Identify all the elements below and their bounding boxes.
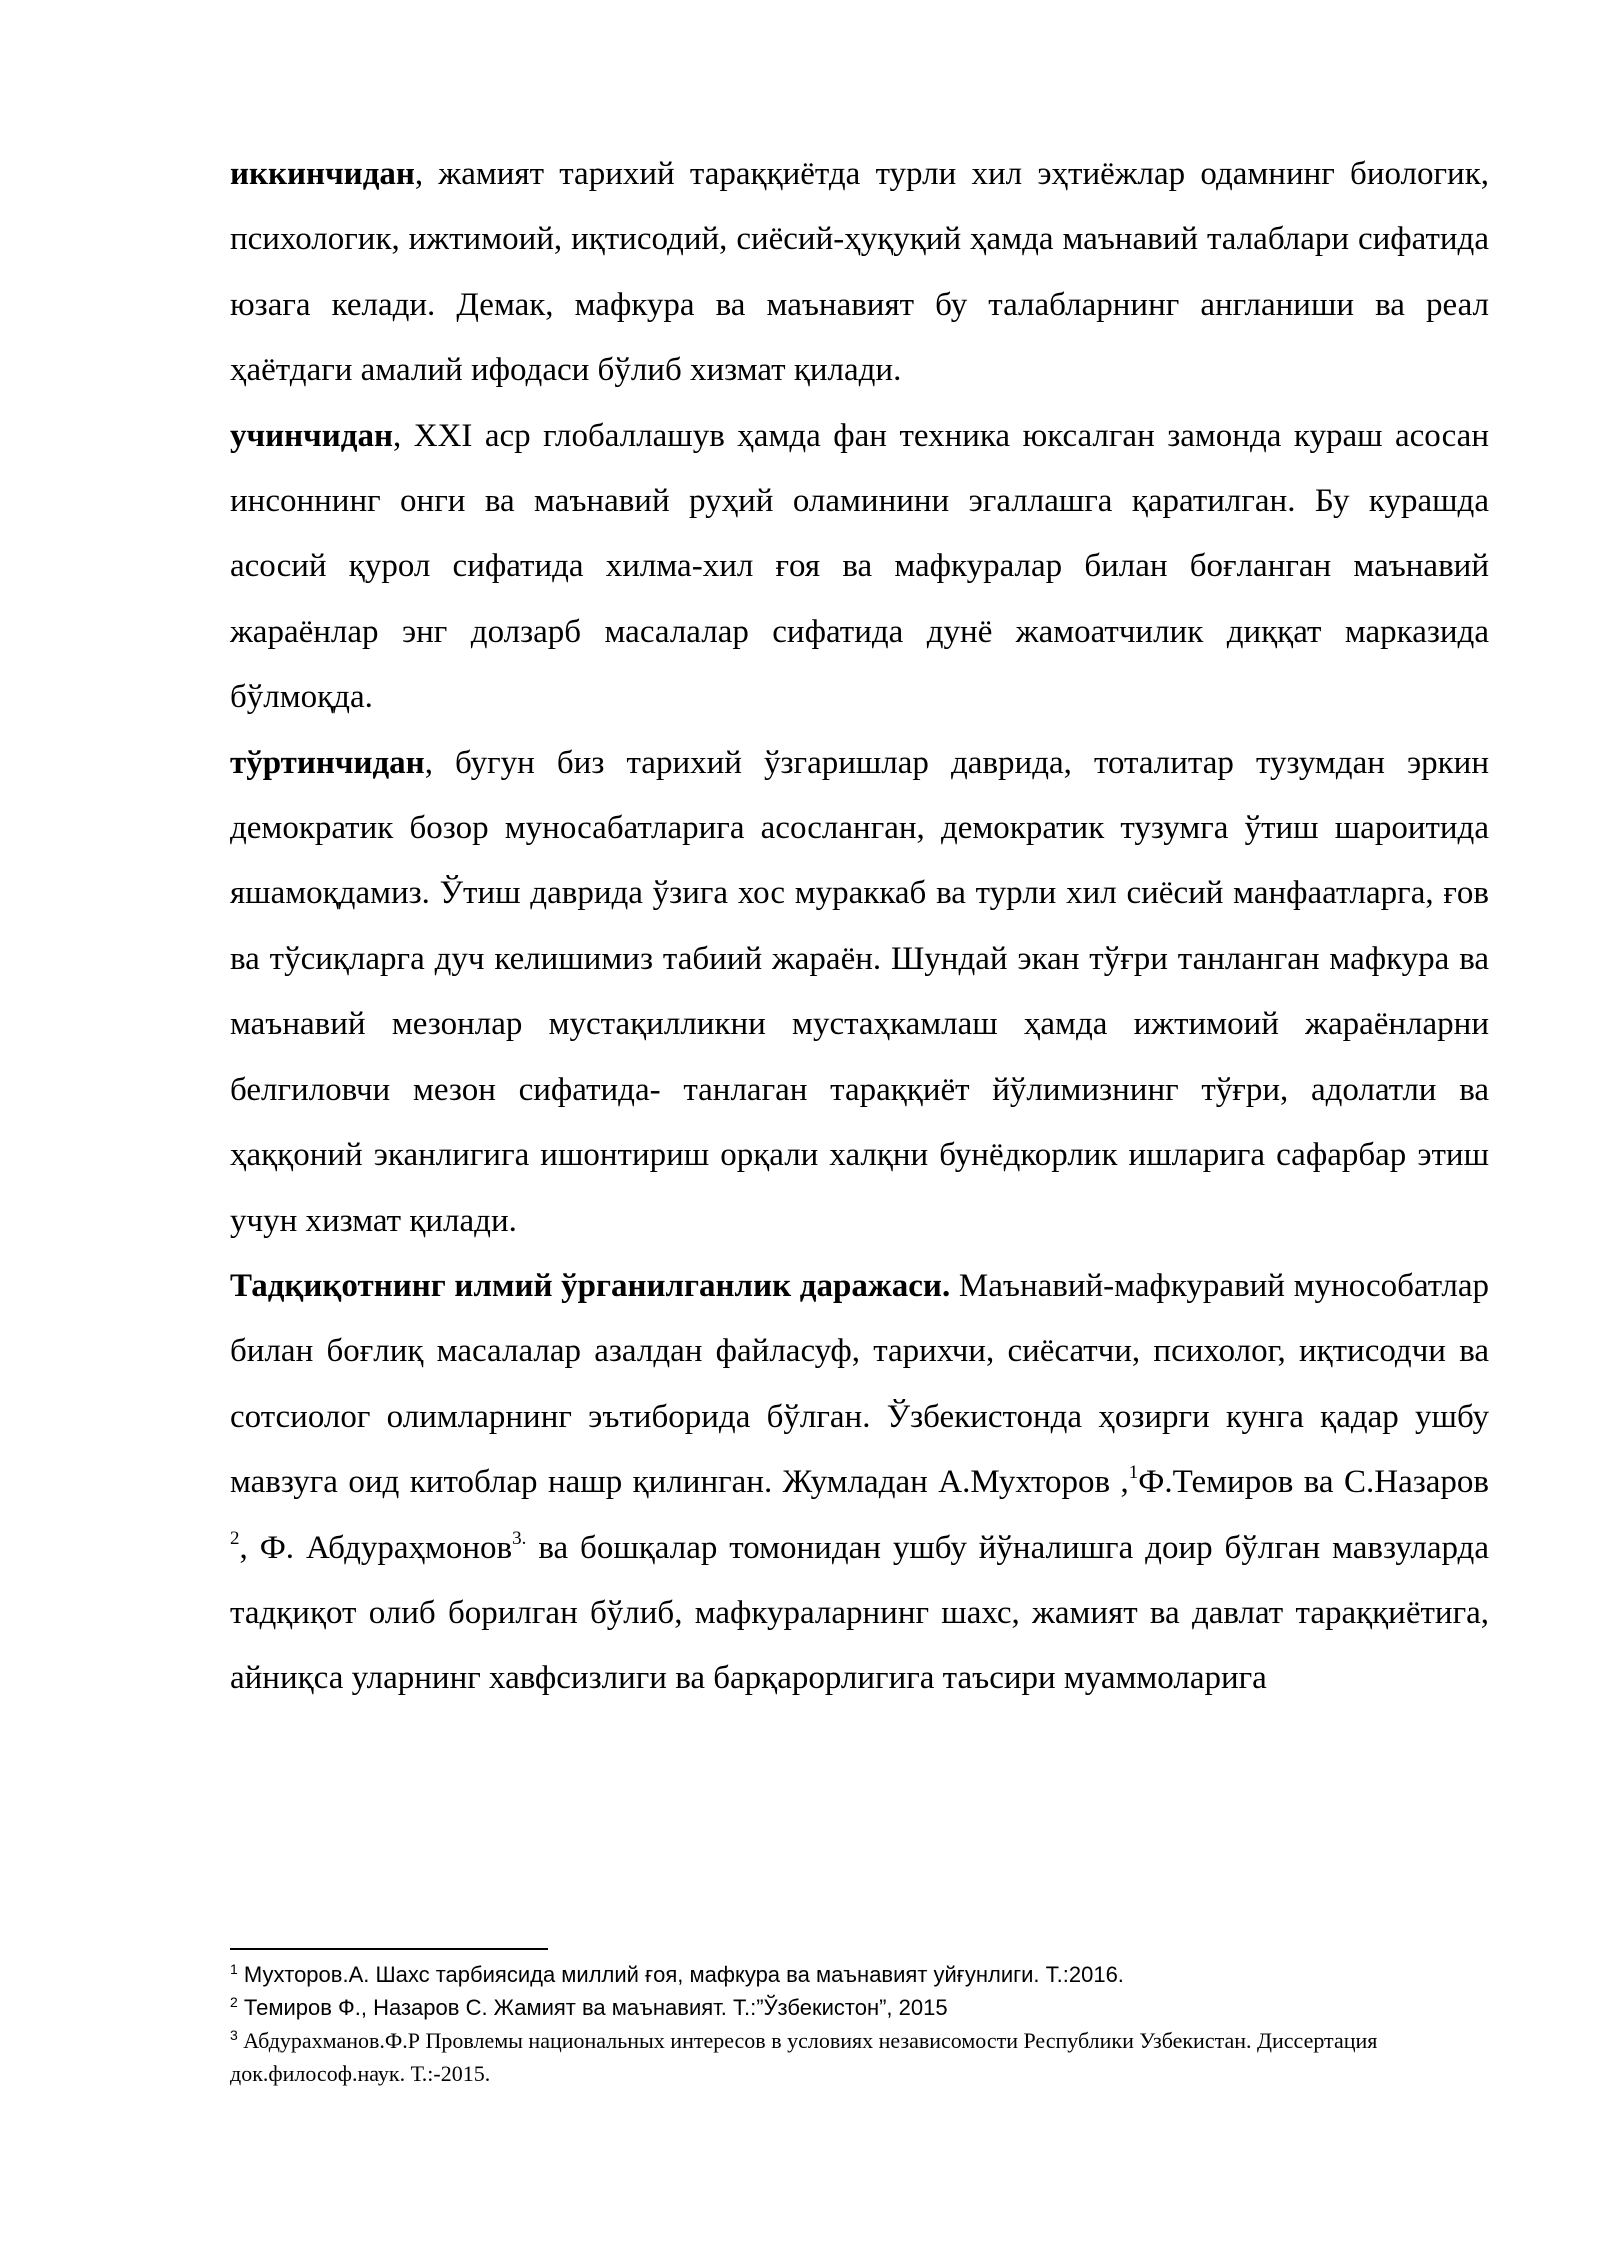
footnote-number: 1 — [230, 1961, 238, 1977]
footnote-text: Абдурахманов.Ф.Р Провлемы национальных интересов в условиях независомости Республики Узбекистан. Диссертация док.философ.наук. Т.:-2015. — [230, 2028, 1378, 2086]
paragraph-text: ва бошқалар томонидан ушбу йўналишга доир бўлган мавзуларда тадқиқот олиб борилган бўлиб, мафкураларнинг шахс, жамият ва давлат тараққиётига, айниқса уларнинг хавфсизлиги ва барқарорлигига таъсири муаммоларига — [230, 1529, 1489, 1697]
paragraph-lead: тўртинчидан — [230, 744, 425, 781]
paragraph-lead: учинчидан — [230, 417, 393, 454]
paragraph-second — [230, 142, 1489, 404]
footnotes — [230, 1958, 1530, 2090]
paragraph-fourth — [230, 731, 1489, 1254]
footnote-ref-3[interactable]: 3. — [512, 1527, 527, 1549]
footnote-number: 3 — [230, 2027, 238, 2043]
footnote-3 — [230, 2024, 1530, 2090]
paragraph-research-level — [230, 1254, 1489, 1712]
paragraph-text: , жамият тарихий тараққиётда турли хил эҳтиёжлар одамнинг биологик, психологик, ижтимоий, иқтисодий, сиёсий-ҳуқуқий ҳамда маънавий талаблари сифатида юзага келади. Демак, мафкура ва маънавият бу талабларнинг англаниши ва реал ҳаётдаги амалий ифодаси бўлиб хизмат қилади. — [230, 156, 1489, 389]
paragraph-text: , XXI аср глобаллашув ҳамда фан техника юксалган замонда кураш асосан инсоннинг онги ва маънавий руҳий оламинини эгаллашга қаратилган. Бу курашда асосий қурол сифатида хилма-хил ғоя ва мафкуралар билан боғланган маънавий жараёнлар энг долзарб масалалар сифатида дунё жамоатчилик диққат марказида бўлмоқда. — [230, 417, 1489, 716]
section-heading: Тадқиқотнинг илмий ўрганилганлик даражаси. — [230, 1267, 951, 1304]
footnote-text: Темиров Ф., Назаров С. Жамият ва маънавият. Т.:”Ўзбекистон”, 2015 — [237, 1995, 948, 2020]
footnote-ref-1[interactable]: 1 — [1128, 1462, 1139, 1484]
paragraph-text: Ф.Темиров ва С.Назаров — [1138, 1464, 1489, 1501]
footnote-text: Мухторов.А. Шахс тарбиясида миллий ғоя, мафкура ва маънавият уйғунлиги. Т.:2016. — [237, 1962, 1124, 1987]
footnote-2 — [230, 1991, 1530, 2024]
footnote-ref-2[interactable]: 2 — [230, 1527, 240, 1549]
paragraph-text: Маънавий-мафкуравий мунособатлар билан боғлиқ масалалар азалдан файласуф, тарихчи, сиёсатчи, психолог, иқтисодчи ва сотсиолог олимларнинг эътиборида бўлган. Ўзбекистонда ҳозирги кунга қадар ушбу мавзуга оид китоблар нашр қилинган. Жумладан А.Мухторов , — [230, 1267, 1489, 1501]
footnote-number: 2 — [230, 1994, 238, 2010]
footnote-separator — [230, 1948, 548, 1950]
paragraph-third — [230, 404, 1489, 731]
paragraph-text: , Ф. Абдураҳмонов — [239, 1529, 513, 1566]
paragraph-text: , бугун биз тарихий ўзгаришлар даврида, тоталитар тузумдан эркин демократик бозор муносабатларига асосланган, демократик тузумга ўтиш шароитида яшамоқдамиз. Ўтиш даврида ўзига хос мураккаб ва турли хил сиёсий манфаатларга, ғов ва тўсиқларга дуч келишимиз табиий жараён. Шундай экан тўғри танланган мафкура ва маънавий мезонлар мустақилликни мустаҳкамлаш ҳамда ижтимоий жараёнларни белгиловчи мезон сифатида- танлаган тараққиёт йўлимизнинг тўғри, адолатли ва ҳаққоний эканлигига ишонтириш орқали халқни бунёдкорлик ишларига сафарбар этиш учун хизмат қилади. — [230, 744, 1489, 1239]
body-text — [230, 142, 1489, 1712]
footnote-1 — [230, 1958, 1530, 1991]
paragraph-lead: иккинчидан — [230, 156, 415, 192]
